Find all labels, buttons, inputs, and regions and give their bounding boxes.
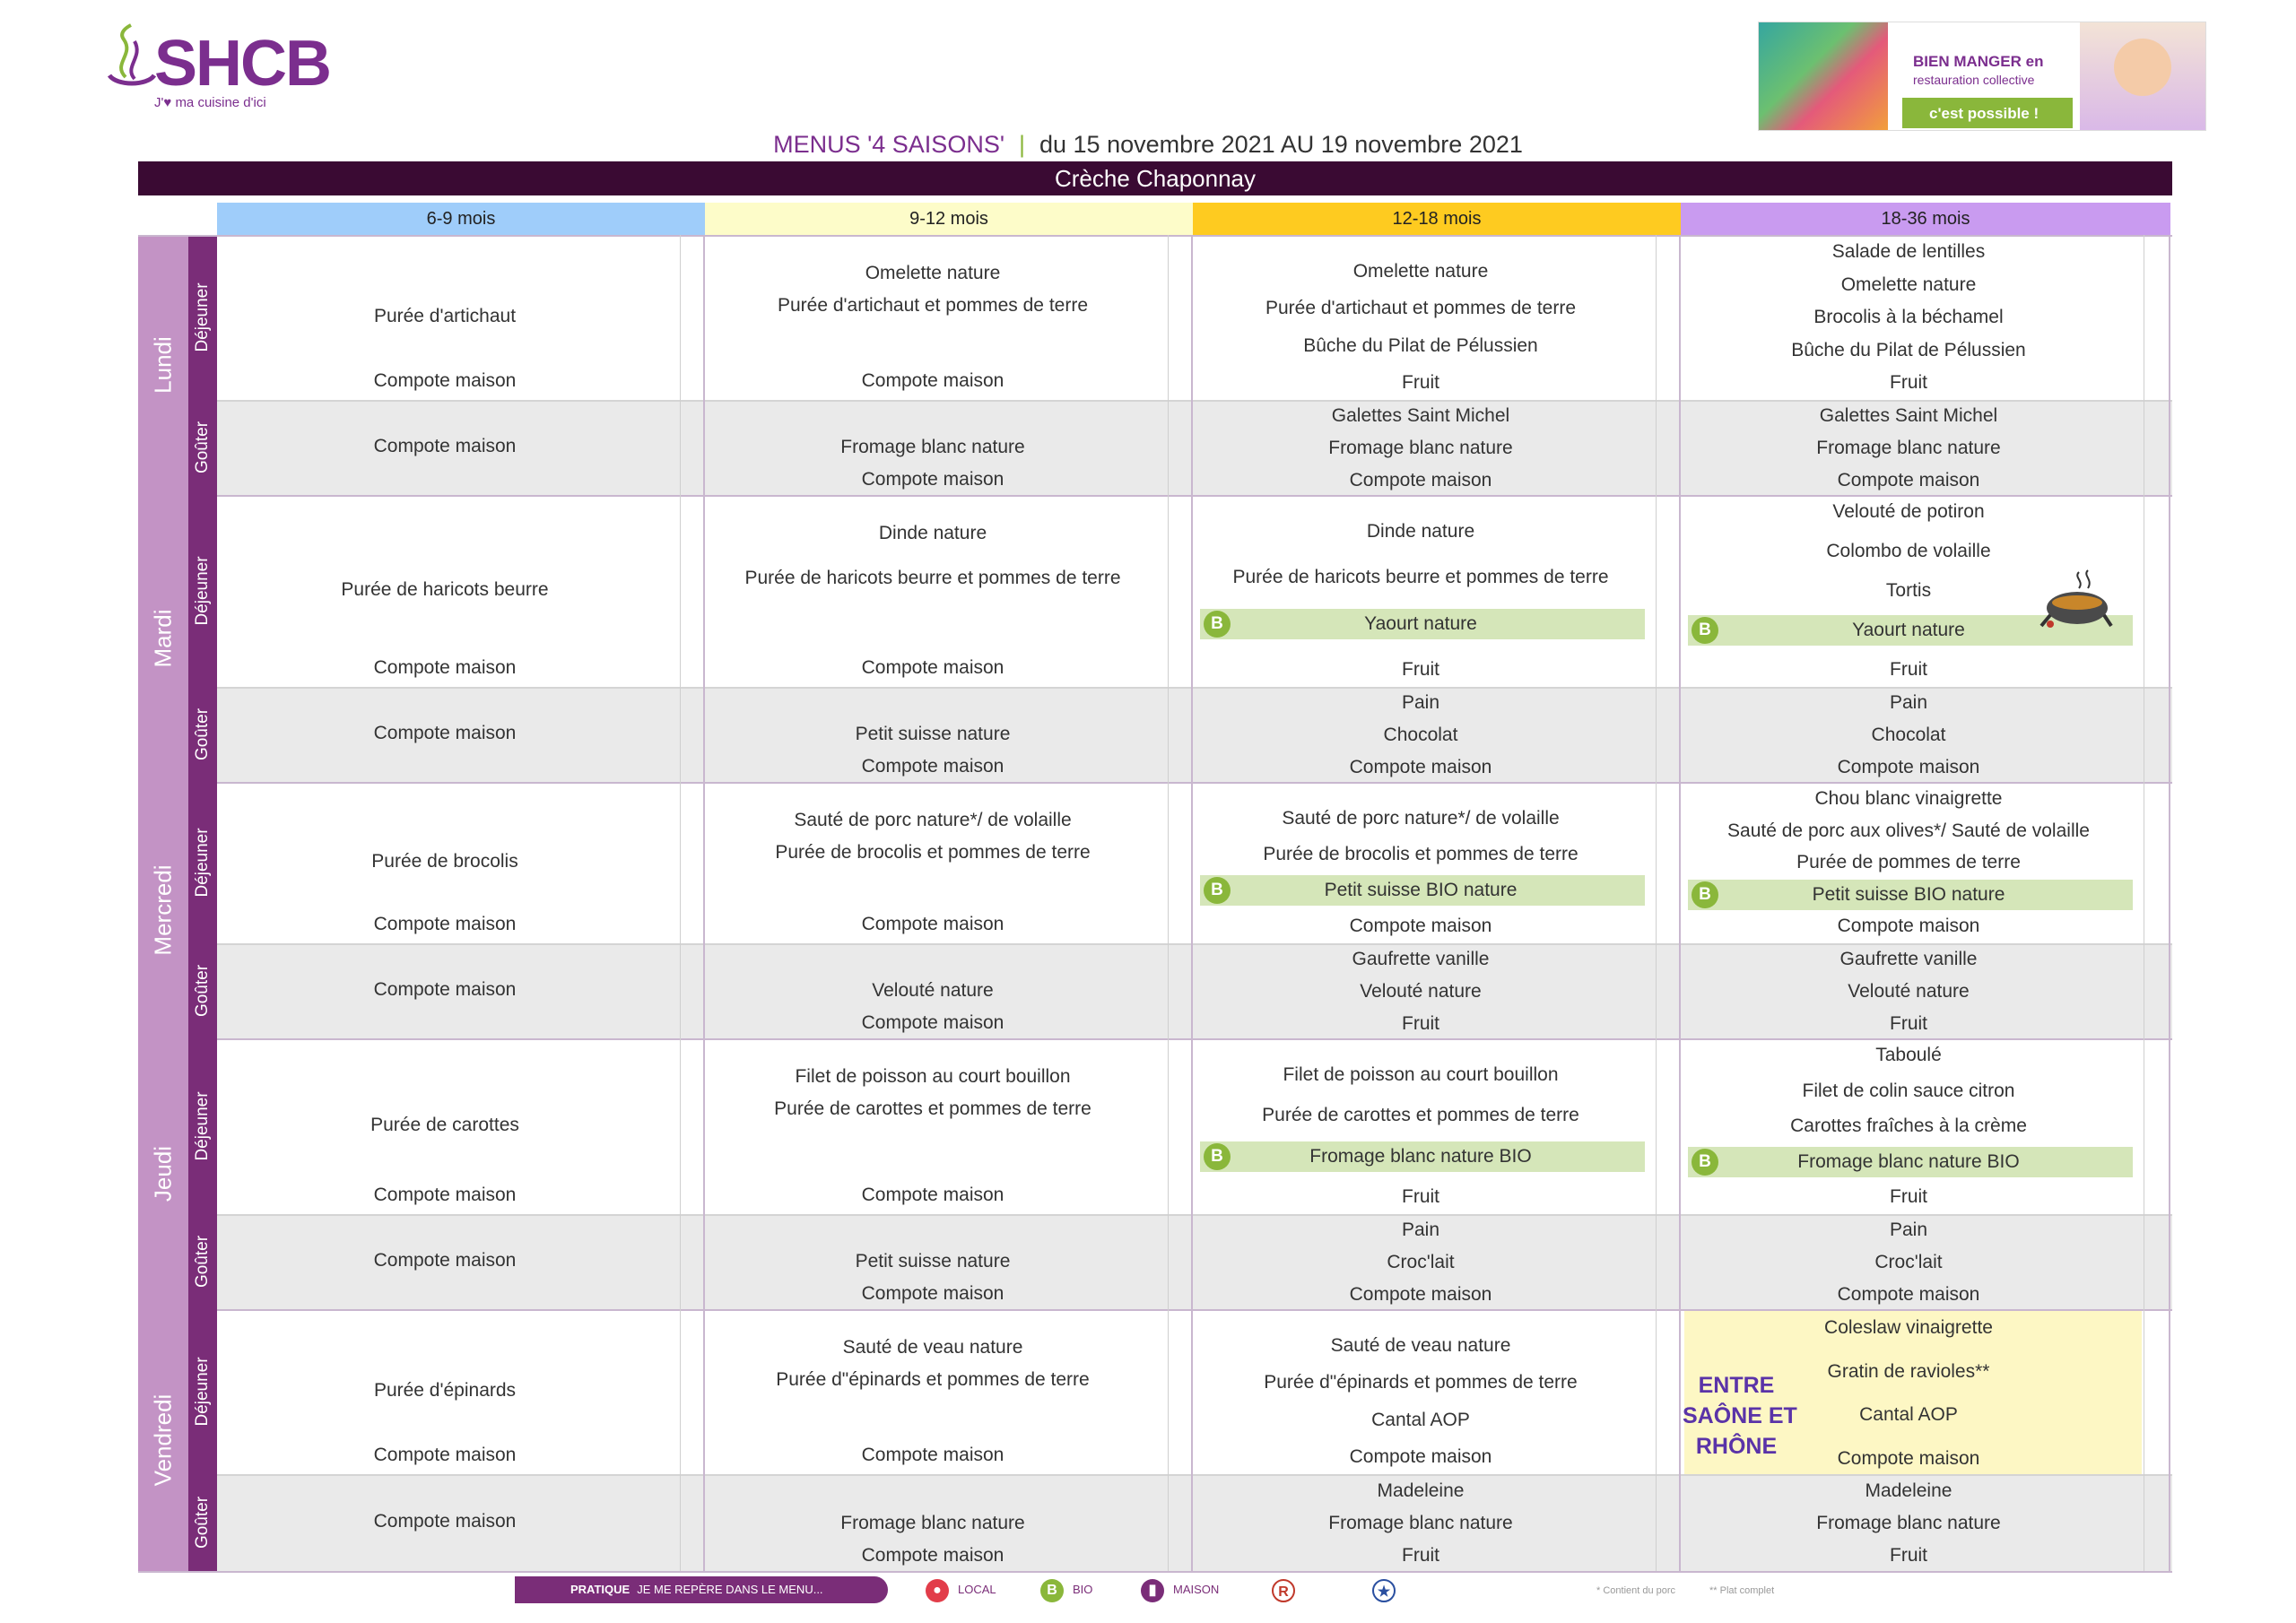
snack-item: Compote maison [861,756,1004,777]
lunch-dish: Cantal AOP [1859,1404,1958,1426]
lunch-dish: Fruit [1890,659,1927,680]
hot-dish-icon [2038,568,2113,640]
lunch-dish: Fruit [1890,1186,1927,1207]
bio-icon: B [1204,877,1231,904]
day-name: Jeudi [149,1145,177,1202]
snack-item: Compote maison [373,723,517,743]
lunch-label: Déjeuner [193,282,212,352]
lunch-dish: Compote maison [373,657,517,678]
lunch-dish: Purée de haricots beurre et pommes de terre [744,568,1121,588]
lunch-dish: Compote maison [373,1445,517,1465]
day-name: Mardi [149,609,177,668]
snack-item: Madeleine [1377,1480,1465,1501]
legend-maison: ▮ MAISON [1141,1576,1219,1603]
lunch-label: Déjeuner [193,1357,212,1427]
regional-label [1683,1370,1797,1462]
footnote-pork: * Contient du porc [1596,1585,1676,1596]
snack-item: Compote maison [1837,1284,1980,1305]
lunch-dish: Purée de carottes et pommes de terre [1262,1105,1579,1126]
snack-item: Pain [1889,1219,1928,1240]
lunch-dish: Bûche du Pilat de Pélussien [1791,339,2026,360]
banner-food-image [1759,22,1888,131]
lunch-dish: Purée d'artichaut [373,306,517,326]
lunch-dish: Purée d'épinards [373,1380,517,1401]
site-name: Crèche Chaponnay [138,161,2172,195]
lunch-dish: Compote maison [861,657,1004,678]
lunch-dish: Gratin de ravioles** [1827,1360,1990,1382]
lunch-dish: Taboulé [1875,1045,1942,1065]
snack-item: Galettes Saint Michel [1331,405,1510,426]
lunch-dish: Fromage blanc nature BIO [1797,1150,2020,1172]
snack-item: Croc'lait [1387,1252,1455,1272]
bio-icon: B [1204,1143,1231,1170]
legend-local: ● LOCAL [926,1576,996,1603]
banner-line-2: restauration collective [1913,73,2035,87]
banner-line-1: BIEN MANGER en [1913,53,2044,70]
lunch-dish: Colombo de volaille [1826,541,1991,561]
lunch-dish: Compote maison [861,1445,1004,1465]
day-label [138,235,188,495]
bio-icon: B [1692,617,1718,644]
subcolumn-divider [680,235,681,1571]
lunch-dish: Sauté de porc nature*/ de volaille [1282,808,1560,829]
lunch-dish: Omelette nature [1352,261,1489,282]
legend-bio: B BIO [1040,1576,1092,1603]
snack-item: Fruit [1890,1013,1927,1034]
age-group-header: 18-36 mois [1681,203,2170,235]
snack-item: Chocolat [1383,725,1458,745]
lunch-dish: Purée de pommes de terre [1796,852,2021,872]
age-group-header: 6-9 mois [217,203,705,235]
snack-item: Fromage blanc nature [1816,1513,2001,1533]
lunch-dish: Compote maison [861,1185,1004,1205]
bio-icon: B [1204,611,1231,638]
snack-item: Petit suisse nature [855,724,1011,744]
snack-item: Compote maison [373,436,517,456]
lunch-dish: Purée d"épinards et pommes de terre [1264,1372,1578,1393]
subcolumn-divider [1656,235,1657,1571]
lunch-dish: Fruit [1890,372,1927,393]
snack-item: Gaufrette vanille [1839,949,1978,969]
lunch-dish: Yaourt nature [1852,620,1965,640]
lunch-dish: Sauté de veau nature [1330,1335,1511,1356]
meal-label-snack [188,1214,217,1309]
title-separator: | [1018,131,1025,158]
age-group-header: 12-18 mois [1193,203,1681,235]
meal-label-lunch [188,1038,217,1214]
menu-season: MENUS '4 SAISONS' [773,131,1004,158]
lunch-dish: Compote maison [861,370,1004,391]
snack-item: Chocolat [1871,725,1946,745]
lunch-dish: Omelette nature [865,263,1001,283]
lunch-dish: Petit suisse BIO nature [1324,880,1518,900]
lunch-dish: Sauté de porc aux olives*/ Sauté de volaille [1727,820,2090,841]
legend-pratique: PRATIQUE JE ME REPÈRE DANS LE MENU... [515,1576,888,1603]
lunch-dish: Fruit [1402,659,1439,680]
meal-label-snack [188,1474,217,1571]
footnote-complete-dish: ** Plat complet [1709,1585,1775,1596]
lunch-dish: Cantal AOP [1371,1409,1470,1430]
lunch-dish: Dinde nature [1366,521,1475,542]
lunch-dish: Purée de haricots beurre [341,579,549,600]
banner-baby-image [2080,22,2205,131]
meal-label-snack [188,687,217,782]
lunch-dish: Purée d"épinards et pommes de terre [776,1369,1090,1390]
day-name: Mercredi [149,864,177,956]
snack-item: Pain [1401,692,1440,713]
snack-item: Fromage blanc nature [1328,1513,1513,1533]
column-divider [1679,235,1681,1571]
day-divider [138,1038,2172,1040]
snack-item: Compote maison [1837,757,1980,777]
day-divider [138,782,2172,784]
snack-item: Fromage blanc nature [1816,438,2001,458]
meal-divider [217,1214,2172,1216]
lunch-dish: Compote maison [373,914,517,934]
menu-title [0,131,2296,159]
lunch-dish: Purée d'artichaut et pommes de terre [1265,298,1577,319]
lunch-dish: Bûche du Pilat de Pélussien [1303,334,1538,356]
lunch-dish: Purée de carottes et pommes de terre [774,1098,1091,1119]
bien-manger-banner [1758,22,2206,131]
snack-item: Compote maison [861,469,1004,490]
meal-label-lunch [188,235,217,400]
snack-label: Goûter [193,1235,212,1289]
legend-footer [0,1576,2296,1612]
snack-item: Compote maison [1837,470,1980,490]
lunch-dish: Fromage blanc nature BIO [1309,1145,1532,1167]
lunch-dish: Purée d'artichaut et pommes de terre [777,295,1089,316]
snack-item: Compote maison [1349,1284,1492,1305]
location-pin-icon: ● [926,1579,949,1602]
lunch-label: Déjeuner [193,556,212,626]
lunch-dish: Brocolis à la béchamel [1813,307,2004,327]
snack-item: Velouté nature [1360,981,1482,1002]
lunch-dish: Purée de brocolis et pommes de terre [1263,844,1578,864]
snack-item: Fromage blanc nature [840,1513,1025,1533]
snack-label: Goûter [193,707,212,761]
banner-line-3: c'est possible ! [1902,98,2073,128]
meal-divider [217,943,2172,945]
regional-label-line: SAÔNE ET [1683,1403,1797,1428]
meal-label-snack [188,943,217,1038]
snack-item: Compote maison [861,1545,1004,1566]
logo-tagline: J'♥ ma cuisine d'ici [154,95,266,110]
lunch-dish: Chou blanc vinaigrette [1814,788,2003,809]
lunch-dish: Compote maison [373,370,517,391]
menu-dates: du 15 novembre 2021 AU 19 novembre 2021 [1039,131,1523,158]
day-label [138,495,188,782]
lunch-dish: Yaourt nature [1364,612,1477,634]
snack-item: Compote maison [373,979,517,1000]
label-rouge-icon: R [1272,1576,1304,1603]
snack-item: Compote maison [1349,470,1492,490]
snack-item: Fruit [1402,1013,1439,1034]
lunch-dish: Fruit [1402,372,1439,393]
lunch-dish: Sauté de porc nature*/ de volaille [794,810,1072,830]
day-label [138,1038,188,1309]
column-divider [2169,235,2170,1571]
lunch-dish: Compote maison [373,1185,517,1205]
meal-divider [217,687,2172,689]
logo-name: SHCB [154,28,331,100]
snack-item: Galettes Saint Michel [1819,405,1998,426]
lunch-dish: Sauté de veau nature [842,1337,1023,1358]
meal-label-lunch [188,1309,217,1474]
snack-item: Fruit [1402,1545,1439,1566]
lunch-label: Déjeuner [193,1091,212,1161]
lunch-dish: Omelette nature [1840,273,1977,295]
snack-label: Goûter [193,421,212,474]
meal-label-lunch [188,495,217,687]
meal-divider [217,1474,2172,1476]
snack-item: Compote maison [861,1012,1004,1033]
lunch-dish: Purée de carottes [370,1115,519,1135]
column-divider [703,235,705,1571]
lunch-dish: Purée de brocolis [371,851,518,872]
bio-icon: B [1692,881,1718,908]
column-divider [1191,235,1193,1571]
snack-item: Velouté nature [872,980,994,1001]
lunch-dish: Coleslaw vinaigrette [1824,1317,1993,1338]
snack-item: Fruit [1890,1545,1927,1566]
lunch-dish: Compote maison [1349,1446,1492,1467]
meal-label-snack [188,400,217,495]
lunch-dish: Filet de poisson au court bouillon [1283,1064,1559,1085]
snack-item: Fromage blanc nature [1328,438,1513,458]
day-name: Vendredi [149,1393,177,1487]
snack-item: Fromage blanc nature [840,437,1025,457]
lunch-dish: Velouté de potiron [1832,501,1985,522]
bio-icon: B [1040,1579,1064,1602]
snack-item: Pain [1401,1219,1440,1240]
lunch-dish: Filet de poisson au court bouillon [795,1066,1071,1087]
snack-item: Pain [1889,692,1928,713]
lunch-dish: Purée de haricots beurre et pommes de terre [1232,567,1609,588]
snack-item: Croc'lait [1874,1252,1943,1272]
lunch-dish: Compote maison [861,914,1004,934]
day-divider [138,495,2172,497]
snack-item: Gaufrette vanille [1352,949,1490,969]
meal-divider [217,400,2172,402]
snack-label: Goûter [193,964,212,1018]
subcolumn-divider [1168,235,1169,1571]
grid-top-border [138,235,2172,237]
day-label [138,782,188,1038]
viande-francaise-icon: ★ [1372,1576,1405,1603]
steam-icon [108,23,156,86]
lunch-dish: Purée de brocolis et pommes de terre [775,842,1091,863]
age-group-header: 9-12 mois [705,203,1193,235]
lunch-dish: Salade de lentilles [1831,241,1986,262]
snack-item: Compote maison [861,1283,1004,1304]
snack-item: Compote maison [373,1511,517,1532]
lunch-dish: Filet de colin sauce citron [1802,1080,2015,1101]
day-name: Lundi [149,336,177,394]
regional-label-line: ENTRE [1698,1373,1775,1398]
pot-icon: ▮ [1141,1579,1164,1602]
meal-label-lunch [188,782,217,943]
lunch-dish: Petit suisse BIO nature [1812,883,2005,905]
lunch-label: Déjeuner [193,828,212,898]
snack-label: Goûter [193,1496,212,1549]
lunch-dish: Dinde nature [878,523,987,543]
snack-item: Compote maison [1349,757,1492,777]
snack-item: Madeleine [1865,1480,1952,1501]
snack-item: Velouté nature [1848,981,1970,1002]
regional-label-line: RHÔNE [1695,1434,1778,1459]
lunch-dish: Compote maison [1349,916,1492,936]
snack-item: Compote maison [373,1250,517,1271]
shcb-logo [100,20,334,118]
lunch-dish: Fruit [1402,1186,1439,1207]
day-label [138,1309,188,1571]
lunch-dish: Compote maison [1837,1448,1980,1469]
lunch-dish: Tortis [1885,580,1932,601]
snack-item: Petit suisse nature [855,1251,1011,1271]
bio-icon: B [1692,1149,1718,1176]
lunch-dish: Carottes fraîches à la crème [1790,1115,2027,1136]
lunch-dish: Compote maison [1837,916,1980,936]
day-divider [138,1571,2172,1573]
